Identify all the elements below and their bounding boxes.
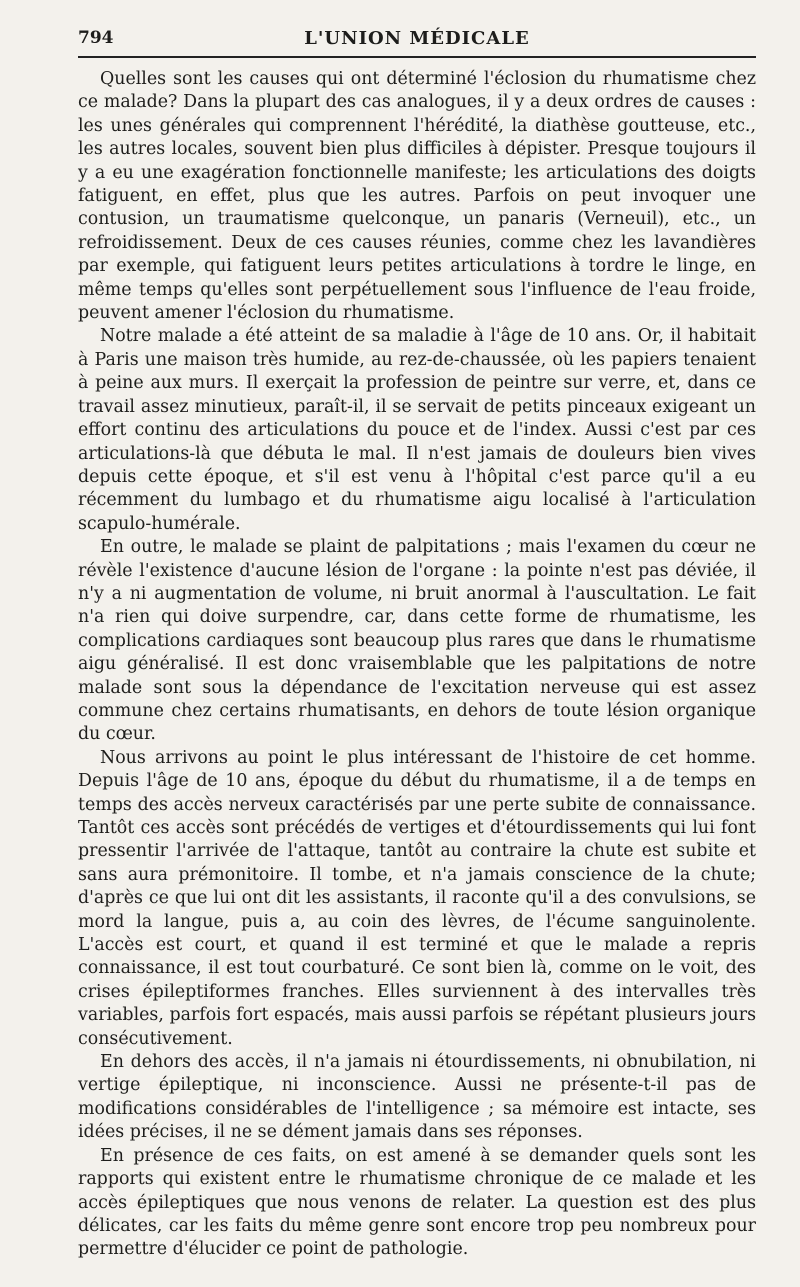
page-number: 794 [78,28,114,48]
paragraph-between-attacks: En dehors des accès, il n'a jamais ni étourdissements, ni obnubilation, ni vertige épileptique, ni inconscience. Aussi ne présente-t-il pas de modifications considérables de l'intelligence ; sa mémoire est intacte, ses idées précises, il ne se dément jamais dans ses réponses. [78,1052,756,1143]
paragraph-causes: Quelles sont les causes qui ont déterminé l'éclosion du rhumatisme chez ce malade? Dans la plupart des cas analogues, il y a deux ordres de causes : les unes générales qui comprennent l'hérédité, la diathèse goutteuse, etc., les autres locales, souvent bien plus difficiles à dépister. Presque toujours il y a eu une exagération fonctionnelle manifeste; les articulations des doigts fatiguent, en effet, plus que les autres. Parfois on peut invoquer une contusion, un traumatisme quelconque, un panaris (Verneuil), etc., un refroidissement. Deux de ces causes réunies, comme chez les lavandières par exemple, qui fatiguent leurs petites articulations à tordre le linge, en même temps qu'elles sont perpétuellement sous l'influence de l'eau froide, peuvent amener l'éclosion du rhumatisme. [78,69,756,324]
journal-title: L'UNION MÉDICALE [304,28,530,49]
body-text [78,68,756,1262]
paragraph-nervous-attacks: Nous arrivons au point le plus intéressant de l'histoire de cet homme. Depuis l'âge de 10 ans, époque du début du rhumatisme, il a de temps en temps des accès nerveux caractérisés par une perte subite de connaissance. Tantôt ces accès sont précédés de vertiges et d'étourdissements qui lui font pressentir l'arrivée de l'attaque, tantôt au contraire la chute est subite et sans aura prémonitoire. Il tombe, et n'a jamais conscience de la chute; d'après ce que lui ont dit les assistants, il raconte qu'il a des convulsions, se mord la langue, puis a, au coin des lèvres, de l'écume sanguinolente. L'accès est court, et quand il est terminé et que le malade a repris connaissance, il est tout courbaturé. Ce sont bien là, comme on le voit, des crises épileptiformes franches. Elles surviennent à des intervalles très variables, parfois fort espacés, mais aussi parfois se répétant plusieurs jours consécutivement. [78,747,756,1049]
running-header [78,22,756,58]
paragraph-relationship: En présence de ces faits, on est amené à se demander quels sont les rapports qui existent entre le rhumatisme chronique de ce malade et les accès épileptiques que nous venons de relater. La question est des plus délicates, car les faits du même genre sont encore trop peu nombreux pour permettre d'élucider ce point de pathologie. [78,1145,756,1260]
paragraph-palpitations: En outre, le malade se plaint de palpitations ; mais l'examen du cœur ne révèle l'existence d'aucune lésion de l'organe : la pointe n'est pas déviée, il n'y a ni augmentation de volume, ni bruit anormal à l'auscultation. Le fait n'a rien qui doive surpendre, car, dans cette forme de rhumatisme, les complications cardiaques sont beaucoup plus rares que dans le rhumatisme aigu généralisé. Il est donc vraisemblable que les palpitations de notre malade sont sous la dépendance de l'excitation nerveuse qui est assez commune chez certains rhumatisants, en dehors de toute lésion organique du cœur. [78,537,756,745]
paragraph-onset: Notre malade a été atteint de sa maladie à l'âge de 10 ans. Or, il habitait à Paris une maison très humide, au rez-de-chaussée, où les papiers tenaient à peine aux murs. Il exerçait la profession de peintre sur verre, et, dans ce travail assez minutieux, paraît-il, il se servait de petits pinceaux exigeant un effort continu des articulations du pouce et de l'index. Aussi c'est par ces articulations-là que débuta le mal. Il n'est jamais de douleurs bien vives depuis cette époque, et s'il est venu à l'hôpital c'est parce qu'il a eu récemment du lumbago et du rhumatisme aigu localisé à l'articulation scapulo-humérale. [78,326,756,534]
